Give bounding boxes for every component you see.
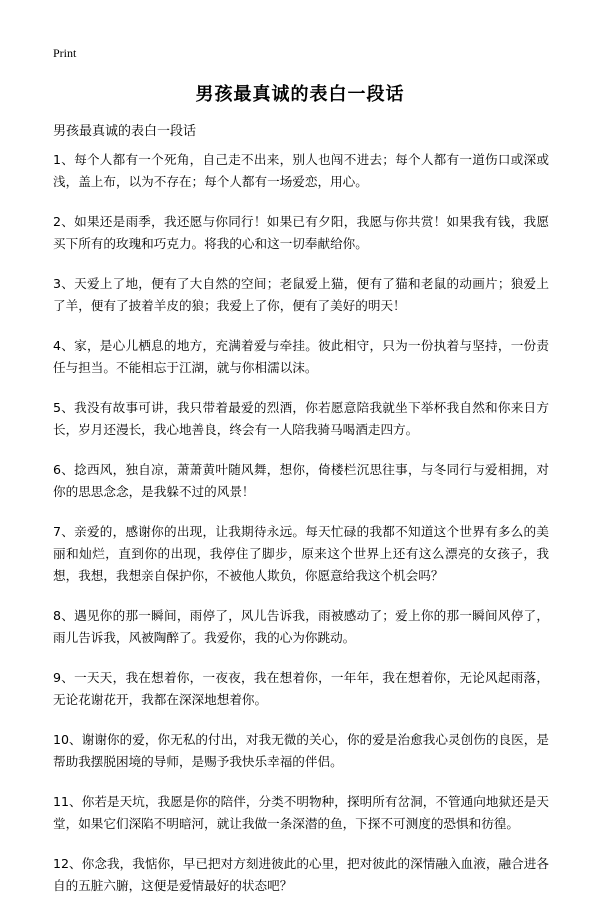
paragraph-10: 10、谢谢你的爱，你无私的付出，对我无微的关心，你的爱是治愈我心灵创伤的良医，是帮助我摆脱困境的导师，是赐予我快乐幸福的伴侣。 [53, 732, 549, 769]
page-title: 男孩最真诚的表白一段话 [195, 84, 405, 105]
paragraph-4: 4、家，是心儿栖息的地方，充满着爱与牵挂。彼此相守，只为一份执着与坚持，一份责任与担当。不能相忘于江湖，就与你相濡以沫。 [53, 338, 549, 375]
paragraph-7: 7、亲爱的，感谢你的出现，让我期待永远。每天忙碌的我都不知道这个世界有多么的美丽和灿烂，直到你的出现，我停住了脚步，原来这个世界上还有这么漂亮的女孩子，我想，我想，我想亲自保护你，不被他人欺负，你愿意给我这个机会吗？ [53, 524, 549, 583]
paragraph-6: 6、捻西风，独自凉，萧萧黄叶随风舞，想你，倚楼栏沉思往事，与冬同行与爱相拥，对你的思思念念，是我躲不过的风景！ [53, 462, 549, 499]
paragraph-12: 12、你念我，我惦你，早已把对方刻进彼此的心里，把对彼此的深情融入血液，融合进各自的五脏六腑，这便是爱情最好的状态吧？ [53, 856, 549, 893]
paragraph-3: 3、天爱上了地，便有了大自然的空间；老鼠爱上猫，便有了猫和老鼠的动画片；狼爱上了羊，便有了披着羊皮的狼；我爱上了你，便有了美好的明天！ [53, 276, 549, 313]
paragraph-9: 9、一天天，我在想着你，一夜夜，我在想着你，一年年，我在想着你，无论风起雨落，无论花谢花开，我都在深深地想着你。 [53, 670, 549, 707]
paragraph-list [53, 149, 549, 915]
paragraph-8: 8、遇见你的那一瞬间，雨停了，风儿告诉我，雨被感动了；爱上你的那一瞬间风停了，雨儿告诉我，风被陶醉了。我爱你，我的心为你跳动。 [53, 608, 549, 645]
print-label: Print [53, 46, 77, 60]
document-subtitle: 男孩最真诚的表白一段话 [53, 124, 197, 139]
paragraph-1: 1、每个人都有一个死角，自己走不出来，别人也闯不进去；每个人都有一道伤口或深或浅，盖上布，以为不存在；每个人都有一场爱恋，用心。 [53, 152, 549, 189]
paragraph-2: 2、如果还是雨季，我还愿与你同行！如果已有夕阳，我愿与你共赏！如果我有钱，我愿买下所有的玫瑰和巧克力。将我的心和这一切奉献给你。 [53, 214, 549, 251]
paragraph-11: 11、你若是天坑，我愿是你的陪伴，分类不明物种，探明所有岔洞，不管通向地狱还是天堂，如果它们深陷不明暗河，就让我做一条深潜的鱼，下探不可测度的恐惧和彷徨。 [53, 794, 549, 831]
paragraph-5: 5、我没有故事可讲，我只带着最爱的烈酒，你若愿意陪我就坐下举杯我自然和你来日方长，岁月还漫长，我心地善良，终会有一人陪我骑马喝酒走四方。 [53, 400, 549, 437]
